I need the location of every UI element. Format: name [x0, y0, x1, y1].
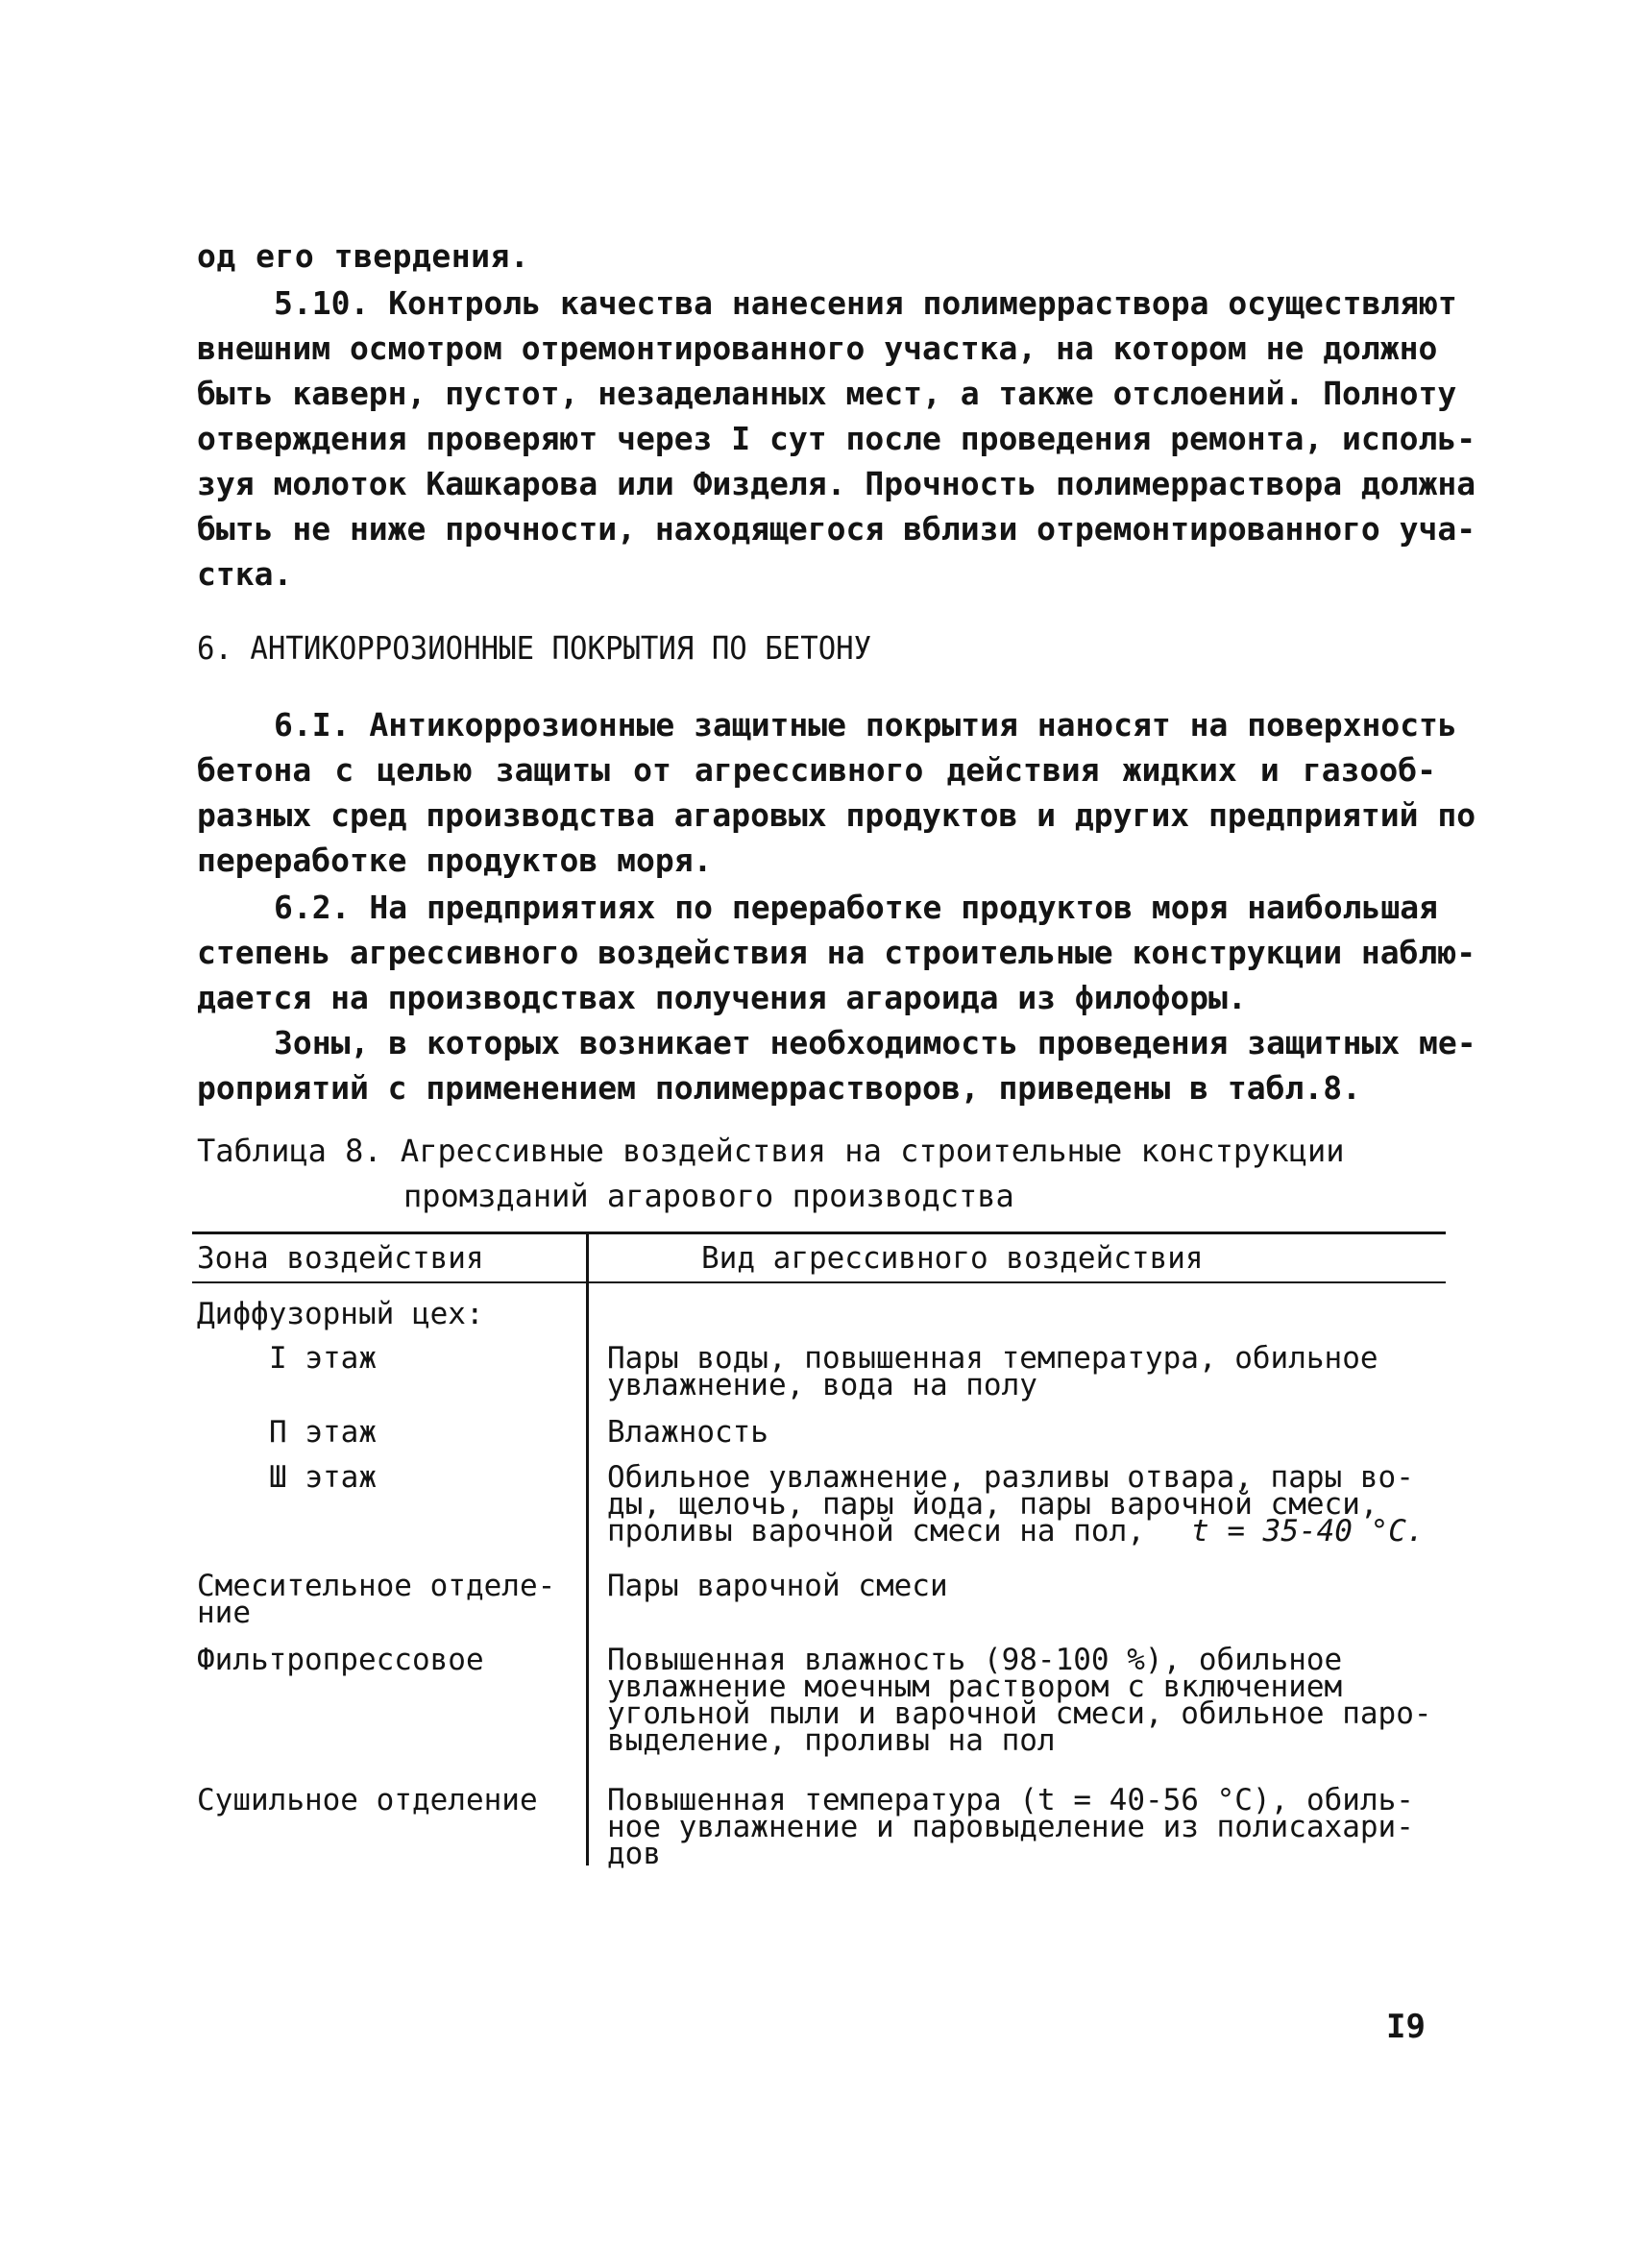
- zones-paragraph-line: Зоны, в которых возникает необходимость проведения защитных ме-: [274, 1024, 1476, 1061]
- aggression-table: [192, 1232, 1446, 1875]
- zone-floor-1: I этаж: [269, 1341, 377, 1376]
- zone-drying: Сушильное отделение: [197, 1783, 538, 1817]
- paragraph-6-2-line: 6.2. На предприятиях по переработке продуктов моря наибольшая: [274, 889, 1438, 926]
- table-header-rule: [192, 1281, 1446, 1283]
- paragraph-6-1-line: бетона с целью защиты от агрессивного действия жидких и газооб-: [197, 751, 1436, 789]
- paragraph-5-10-line: отверждения проверяют через I сут после проведения ремонта, исполь-: [197, 420, 1476, 457]
- desc-floor-3: проливы варочной смеси на пол,: [607, 1514, 1145, 1549]
- zone-diffuzor: Диффузорный цех:: [197, 1297, 484, 1331]
- zone-mixing: ние: [197, 1596, 251, 1630]
- section-heading: 6. АНТИКОРРОЗИОННЫЕ ПОКРЫТИЯ ПО БЕТОНУ: [197, 629, 872, 667]
- desc-floor-3-temperature: t = 35-40 °C.: [1191, 1514, 1425, 1549]
- desc-floor-2: Влажность: [607, 1415, 768, 1450]
- desc-floor-1: Пары воды, повышенная температура, обильное: [607, 1341, 1378, 1376]
- zone-floor-2: П этаж: [269, 1415, 377, 1450]
- paragraph-6-1-line: 6.I. Антикоррозионные защитные покрытия наносят на поверхность: [274, 706, 1457, 744]
- zone-filter-press: Фильтропрессовое: [197, 1643, 484, 1677]
- paragraph-6-1-line: разных сред производства агаровых продуктов и других предприятий по: [197, 796, 1476, 834]
- table-caption-line2: промзданий агарового производства: [403, 1178, 1014, 1214]
- desc-filter-press: Повышенная влажность (98-100 %), обильное: [607, 1643, 1343, 1677]
- table-caption-line1: Таблица 8. Агрессивные воздействия на строительные конструкции: [197, 1133, 1345, 1169]
- table-column-divider: [586, 1232, 589, 1866]
- desc-drying: дов: [607, 1837, 661, 1871]
- paragraph-6-1-line: переработке продуктов моря.: [197, 841, 713, 879]
- table-top-rule: [192, 1232, 1446, 1234]
- table-header-zone: Зона воздействия: [197, 1241, 484, 1276]
- table-header-type: Вид агрессивного воздействия: [701, 1241, 1204, 1276]
- zone-mixing: Смесительное отделе-: [197, 1569, 556, 1603]
- paragraph-5-10-line: зуя молоток Кашкарова или Физделя. Прочность полимерраствора должна: [197, 465, 1476, 502]
- desc-drying: Повышенная температура (: [607, 1783, 1037, 1817]
- paragraph-5-10-line: внешним осмотром отремонтированного участка, на котором не должно: [197, 329, 1438, 367]
- desc-filter-press: увлажнение моечным раствором с включением: [607, 1670, 1343, 1704]
- page-number: I9: [1386, 2008, 1426, 2046]
- desc-drying: ное увлажнение и паровыделение из полисахари-: [607, 1810, 1414, 1844]
- paragraph-6-2-line: дается на производствах получения агароида из филофоры.: [197, 979, 1247, 1016]
- desc-floor-3: Обильное увлажнение, разливы отвара, пары во-: [607, 1460, 1414, 1495]
- desc-drying-temperature: t = 40-56 °C), обиль-: [1037, 1783, 1414, 1817]
- zones-paragraph-line: роприятий с применением полимеррастворов, приведены в табл.8.: [197, 1069, 1361, 1107]
- paragraph-5-10-line: 5.10. Контроль качества нанесения полимерраствора осуществляют: [274, 284, 1457, 322]
- paragraph-5-10-line: стка.: [197, 555, 293, 593]
- paragraph-5-10-line: быть не ниже прочности, находящегося вблизи отремонтированного уча-: [197, 510, 1476, 548]
- desc-filter-press: выделение, проливы на пол: [607, 1723, 1056, 1758]
- zone-floor-3: Ш этаж: [269, 1460, 377, 1495]
- desc-floor-3: ды, щелочь, пары йода, пары варочной смеси,: [607, 1487, 1378, 1522]
- desc-filter-press: угольной пыли и варочной смеси, обильное паро-: [607, 1696, 1432, 1731]
- desc-mixing: Пары варочной смеси: [607, 1569, 948, 1603]
- desc-floor-1: увлажнение, вода на полу: [607, 1368, 1037, 1402]
- paragraph-6-2-line: степень агрессивного воздействия на строительные конструкции наблю-: [197, 934, 1476, 971]
- paragraph-5-10-line: быть каверн, пустот, незаделанных мест, а также отслоений. Полноту: [197, 375, 1457, 412]
- continuation-line: од его твердения.: [197, 237, 530, 275]
